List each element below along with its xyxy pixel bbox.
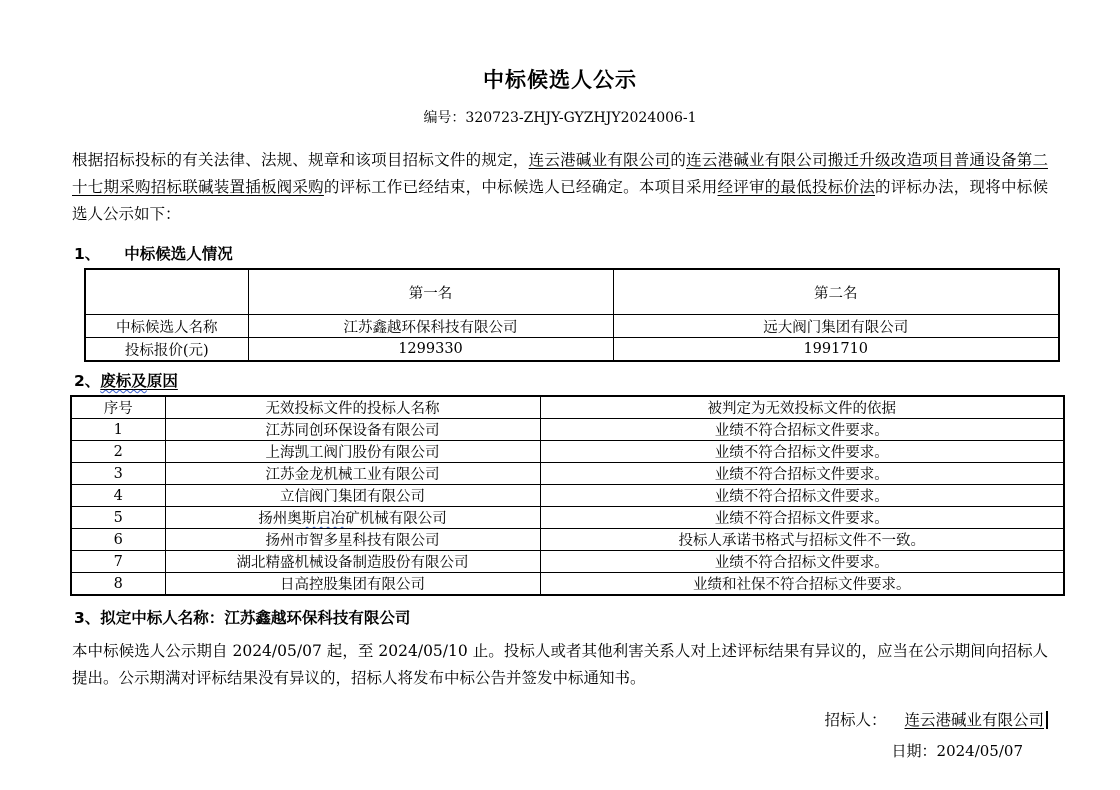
table-cell: 中标候选人名称 [85,315,248,338]
tenderer-label: 招标人： [824,711,887,729]
table-cell: 业绩不符合招标文件要求。 [540,485,1064,507]
section-3-label: 拟定中标人名称： [100,609,225,627]
tenderer-signature-line [72,708,1048,730]
section-1-number: 1、 [74,245,101,263]
table-header-row [71,396,1064,419]
table-cell: 2 [71,441,165,463]
section-1-heading [74,242,1048,264]
table-cell: 3 [71,463,165,485]
section-2-title-rest: 原因 [146,372,178,390]
table-cell: 4 [71,485,165,507]
table-header-cell: 无效投标文件的投标人名称 [165,396,540,419]
table-row [71,573,1064,596]
table-cell [165,507,540,529]
table-cell: 江苏金龙机械工业有限公司 [165,463,540,485]
table-cell: 远大阀门集团有限公司 [613,315,1059,338]
table-cell: 业绩不符合招标文件要求。 [540,463,1064,485]
date-line [72,740,1023,761]
spellcheck-wavy-text: 斯启冶 [301,511,346,527]
table-cell: 业绩不符合招标文件要求。 [540,441,1064,463]
table-cell: 业绩和社保不符合招标文件要求。 [540,573,1064,596]
table-cell: 1299330 [248,338,613,362]
table-cell: 1 [71,419,165,441]
spellcheck-wavy-text: 废标及 [100,372,147,390]
table-row [85,338,1059,362]
document-title: 中标候选人公示 [483,68,637,92]
intro-text: 的评标工作已经结束，中标候选人已经确定。本项目采用 [323,178,718,196]
table-cell: 业绩不符合招标文件要求。 [540,419,1064,441]
closing-paragraph: 本中标候选人公示期自 2024/05/07 起，至 2024/05/10 止。投标人或者其他利害关系人对上述评标结果有异议的，应当在公示期间向招标人提出。公示期满对评标结果没有异议的，招标人将发布中标公告并签发中标通知书。 [72,642,1048,687]
winning-candidates-table [84,268,1060,362]
date-label: 日期： [891,742,937,760]
table-row [71,419,1064,441]
table-row [71,441,1064,463]
table-cell: 上海凯工阀门股份有限公司 [165,441,540,463]
intro-paragraph [72,147,1048,228]
intro-text: 根据招标投标的有关法律、法规、规章和该项目招标文件的规定， [72,151,529,169]
table-header-cell: 序号 [71,396,165,419]
table-header-cell: 第一名 [248,269,613,315]
table-cell: 湖北精盛机械设备制造股份有限公司 [165,551,540,573]
tenderer-name-underlined: 连云港碱业有限公司 [528,151,671,169]
table-header-cell [85,269,248,315]
document-number: 编号：320723-ZHJY-GYZHJY2024006-1 [423,110,697,126]
section-2-heading [74,369,1048,391]
section-2-number: 2、 [74,372,101,390]
date-value: 2024/05/07 [936,742,1023,760]
table-cell: 7 [71,551,165,573]
tenderer-company-underlined: 连云港碱业有限公司 [886,711,1048,729]
table-cell: 投标报价(元) [85,338,248,362]
table-cell: 江苏同创环保设备有限公司 [165,419,540,441]
table-row [71,463,1064,485]
cell-text: 矿机械有限公司 [345,511,447,527]
table-cell: 1991710 [613,338,1059,362]
table-cell: 立信阀门集团有限公司 [165,485,540,507]
table-cell: 8 [71,573,165,596]
project-name-underlined: 连云港碱业有限公司搬迁升级改造项目普通设备第二十七期采购招标联碱装置插板阀采购 [72,151,1048,196]
table-cell: 江苏鑫越环保科技有限公司 [248,315,613,338]
table-cell: 扬州市智多星科技有限公司 [165,529,540,551]
table-row [85,315,1059,338]
rejected-bids-table [70,395,1065,596]
table-cell: 投标人承诺书格式与招标文件不一致。 [540,529,1064,551]
table-row [71,529,1064,551]
cell-text: 扬州奥 [258,511,302,527]
section-3-number: 3、 [74,609,101,627]
table-row [71,551,1064,573]
section-1-title: 中标候选人情况 [124,245,233,263]
table-cell: 业绩不符合招标文件要求。 [540,551,1064,573]
table-row [71,485,1064,507]
intro-text: 的评标办法，现将中标候选人公示如下： [72,178,1048,223]
intro-text: 的 [670,151,687,169]
table-cell: 业绩不符合招标文件要求。 [540,507,1064,529]
table-header-row [85,269,1059,315]
table-cell: 5 [71,507,165,529]
section-2-title [100,372,178,390]
section-3-heading [74,606,1048,628]
evaluation-method-underlined: 经评审的最低投标价法 [717,178,875,196]
table-header-cell: 第二名 [613,269,1059,315]
proposed-winner-name: 江苏鑫越环保科技有限公司 [224,609,411,627]
table-row [71,507,1064,529]
table-header-cell: 被判定为无效投标文件的依据 [540,396,1064,419]
table-cell: 日高控股集团有限公司 [165,573,540,596]
table-cell: 6 [71,529,165,551]
